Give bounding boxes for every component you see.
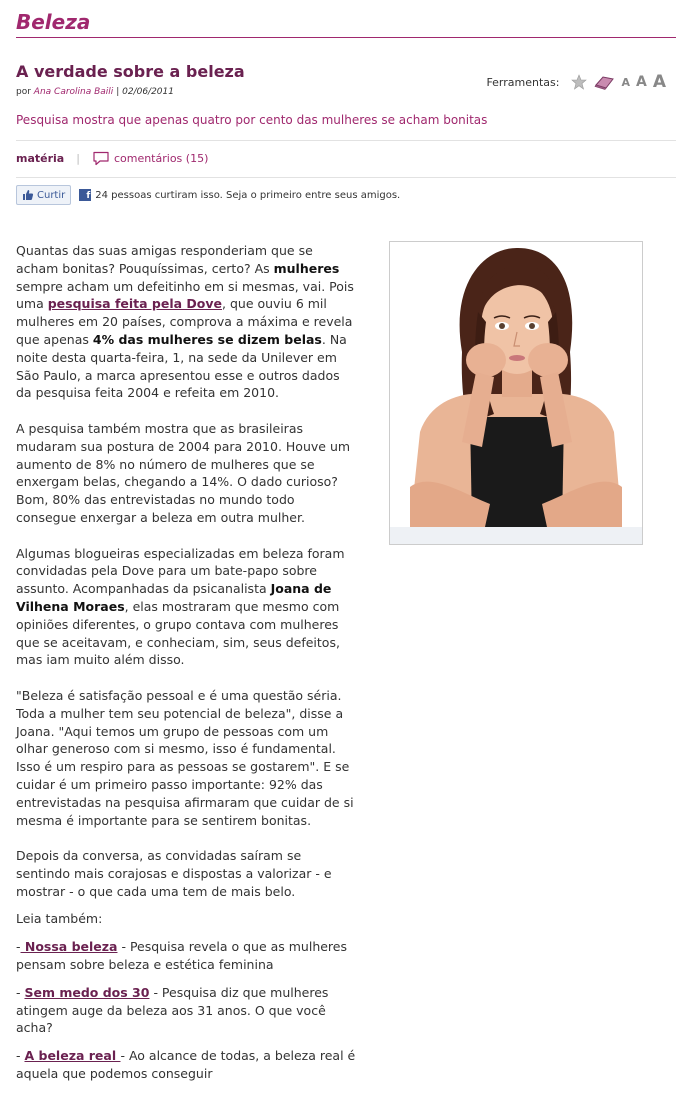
author-link[interactable]: Ana Carolina Baili [33,87,114,97]
related-link-beleza-real[interactable]: A beleza real [24,1048,121,1064]
facebook-like-button[interactable] [16,185,71,205]
section-divider [16,37,676,38]
paragraph-1 [16,242,358,402]
text: , que ouviu 6 mil mulheres em 20 países, comprova a máxima e revela que apenas [16,296,353,347]
facebook-like-bar [16,185,400,205]
text: - Pesquisa diz que mulheres atingem auge da beleza aos 31 anos. O que você acha? [16,984,329,1036]
paragraph-4: "Beleza é satisfação pessoal e é uma questão séria. Toda a mulher tem seu potencial de beleza", disse a Joana. "Aqui temos um grupo de pessoas com um olhar generoso com si mesmo, isso é fundamental. Isso é um respiro para as pessoas se gostarem". E se cuidar é um primeiro passo importante: 92% das entrevistadas na pesquisa afirmaram que cuidar de si mesma é importante para se sentirem bonitas. [16,687,354,828]
bold-text: mulheres [273,260,340,276]
byline [16,87,174,97]
divider-top [16,140,676,141]
text: - Ao alcance de todas, a beleza real é aquela que podemos conseguir [16,1048,356,1082]
article-body [16,242,358,1093]
font-size-medium-button[interactable]: A [635,74,647,90]
tab-materia[interactable]: matéria [16,152,65,165]
divider-bottom [16,177,676,178]
facebook-icon: f [79,189,91,201]
tab-comments[interactable]: comentários (15) [113,152,209,165]
dove-survey-link[interactable]: pesquisa feita pela Dove [47,296,223,312]
article-tools [486,72,666,92]
eraser-icon[interactable] [593,74,615,90]
font-size-small-button[interactable]: A [621,75,630,89]
byline-separator: | [116,87,120,97]
related-item [16,1047,358,1083]
text: . Na noite desta quarta-feira, 1, na sede da Unilever em São Paulo, a marca apresentou esse e outros dados da pesquisa feita 2004 e refeita em 2010. [16,331,347,401]
font-size-large-button[interactable]: A [652,72,666,92]
text: , elas mostraram que mesmo com opiniões diferentes, o grupo contava com mulheres que se aceitavam, e conheciam, sim, seus defeitos, mas iam muito além disso. [16,598,340,668]
paragraph-2: A pesquisa também mostra que as brasileiras mudaram sua postura de 2004 para 2010. Houve um aumento de 8% no número de mulheres que se enxergam belas, chegando a 14%. O dado curioso? Bom, 80% das entrevistadas no mundo todo consegue enxergar a beleza em outra mulher. [16,420,351,525]
article-subtitle: Pesquisa mostra que apenas quatro por cento das mulheres se acham bonitas [16,113,488,127]
text: - [16,939,21,955]
woman-portrait-illustration [390,242,642,544]
related-link-sem-medo[interactable]: Sem medo dos 30 [24,984,150,1000]
tab-separator: | [76,152,80,165]
text: - [16,984,25,1000]
read-also-heading: Leia também: [16,911,103,927]
like-count-text: 24 pessoas curtiram isso. Seja o primeiro entre seus amigos. [95,189,401,201]
related-item [16,984,358,1037]
paragraph-3 [16,545,358,670]
bold-text: Joana de Vilhena Moraes [16,581,332,614]
thumbs-up-icon [22,189,34,201]
favorite-star-icon[interactable] [571,74,587,90]
text: sempre acham um defeitinho em si mesmas, vai. Pois uma [16,278,354,312]
article-tabs [16,151,208,166]
publish-date: 02/06/2011 [122,87,174,97]
text: Algumas blogueiras especializadas em beleza foram convidadas pela Dove para um bate-papo sobre assunto. Acompanhadas da psicanalista [16,545,345,597]
article-photo [389,241,643,545]
paragraph-5: Depois da conversa, as convidadas saíram se sentindo mais corajosas e dispostas a valorizar - e mostrar - o que cada uma tem de mais belo. [16,848,332,899]
text: Quantas das suas amigas responderiam que se acham bonitas? Pouquíssimas, certo? As [16,243,313,276]
like-label: Curtir [37,189,66,201]
related-item [16,938,358,974]
byline-prefix: por [16,87,31,97]
article-headline: A verdade sobre a beleza [16,62,245,81]
tools-label: Ferramentas: [486,75,560,89]
related-link-nossa-beleza[interactable]: Nossa beleza [20,939,118,955]
text: - Pesquisa revela o que as mulheres pensam sobre beleza e estética feminina [16,939,348,973]
text: - [16,1048,25,1064]
bold-text: 4% das mulheres se dizem belas [92,331,322,347]
comment-bubble-icon[interactable] [92,151,110,166]
section-title: Beleza [16,10,91,34]
